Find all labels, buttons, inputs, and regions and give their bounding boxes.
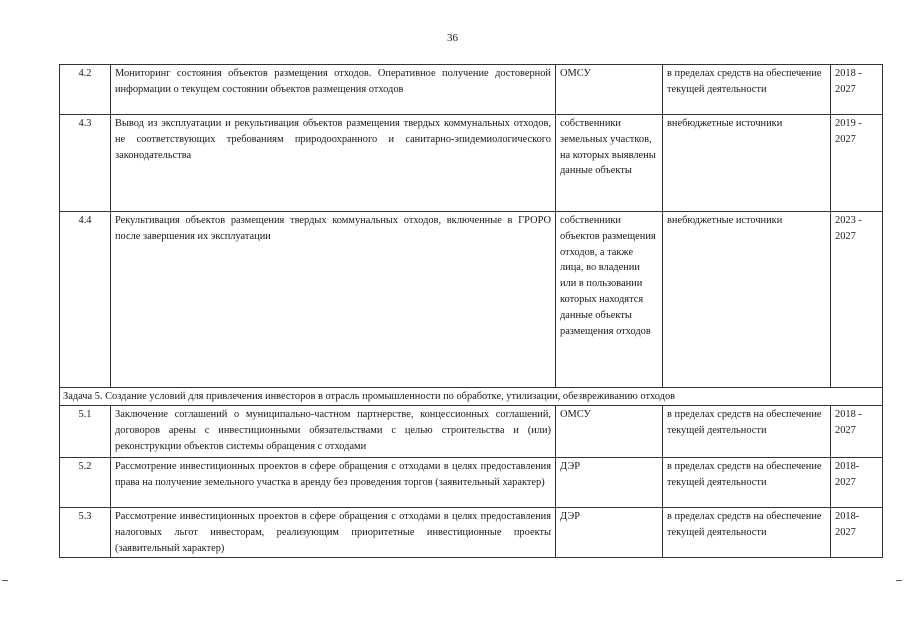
task-heading: Задача 5. Создание условий для привлечения инвесторов в отрасль промышленности по обработке, утилизации, обезвреживанию отходов [60,388,883,406]
executor-cell: ДЭР [556,508,663,558]
task-heading-row [60,388,883,406]
funding-cell: в пределах средств на обеспечение текущей деятельности [663,508,831,558]
executor-cell: собственники земельных участков, на которых выявлены данные объекты [556,115,663,212]
term-cell: 2018- 2027 [831,458,883,508]
table-row [60,212,883,388]
table-row [60,508,883,558]
table-row [60,458,883,508]
measure-description: Вывод из эксплуатации и рекультивация объектов размещения твердых коммунальных отходов, не соответствующих требованиям природоохранного и санитарно-эпидемиологического законодательства [111,115,556,212]
executor-cell: ОМСУ [556,65,663,115]
term-cell: 2018 - 2027 [831,406,883,458]
table-row [60,65,883,115]
term-cell: 2018 - 2027 [831,65,883,115]
funding-cell: внебюджетные источники [663,115,831,212]
row-number: 5.2 [60,458,111,508]
measure-description: Рассмотрение инвестиционных проектов в сфере обращения с отходами в целях предоставления налоговых льгот инвесторам, реализующим приоритетные инвестиционные проекты (заявительный характер) [111,508,556,558]
term-cell: 2023 - 2027 [831,212,883,388]
page-number: 36 [447,32,458,44]
row-number: 4.2 [60,65,111,115]
executor-cell: ОМСУ [556,406,663,458]
measure-description: Рассмотрение инвестиционных проектов в сфере обращения с отходами в целях предоставления права на получение земельного участка в аренду без проведения торгов (заявительный характер) [111,458,556,508]
funding-cell: в пределах средств на обеспечение текущей деятельности [663,458,831,508]
scan-mark-left [2,580,8,581]
term-cell: 2018- 2027 [831,508,883,558]
row-number: 5.3 [60,508,111,558]
funding-cell: в пределах средств на обеспечение текущей деятельности [663,65,831,115]
funding-cell: в пределах средств на обеспечение текущей деятельности [663,406,831,458]
scan-mark-right [896,580,902,581]
measure-description: Мониторинг состояния объектов размещения отходов. Оперативное получение достоверной информации о текущем состоянии объектов размещения отходов [111,65,556,115]
measure-description: Заключение соглашений о муниципально-частном партнерстве, концессионных соглашений, договоров арены с инвестиционными обязательствами с целью строительства и (или) реконструкции объектов системы обращения с отходами [111,406,556,458]
term-cell: 2019 - 2027 [831,115,883,212]
table-row [60,406,883,458]
row-number: 5.1 [60,406,111,458]
row-number: 4.4 [60,212,111,388]
executor-cell: собственники объектов размещения отходов, а также лица, во владении или в пользовании которых находятся данные объекты размещения отходов [556,212,663,388]
executor-cell: ДЭР [556,458,663,508]
funding-cell: внебюджетные источники [663,212,831,388]
row-number: 4.3 [60,115,111,212]
table-row [60,115,883,212]
measure-description: Рекультивация объектов размещения твердых коммунальных отходов, включенные в ГРОРО после завершения их эксплуатации [111,212,556,388]
measures-table [59,64,883,558]
